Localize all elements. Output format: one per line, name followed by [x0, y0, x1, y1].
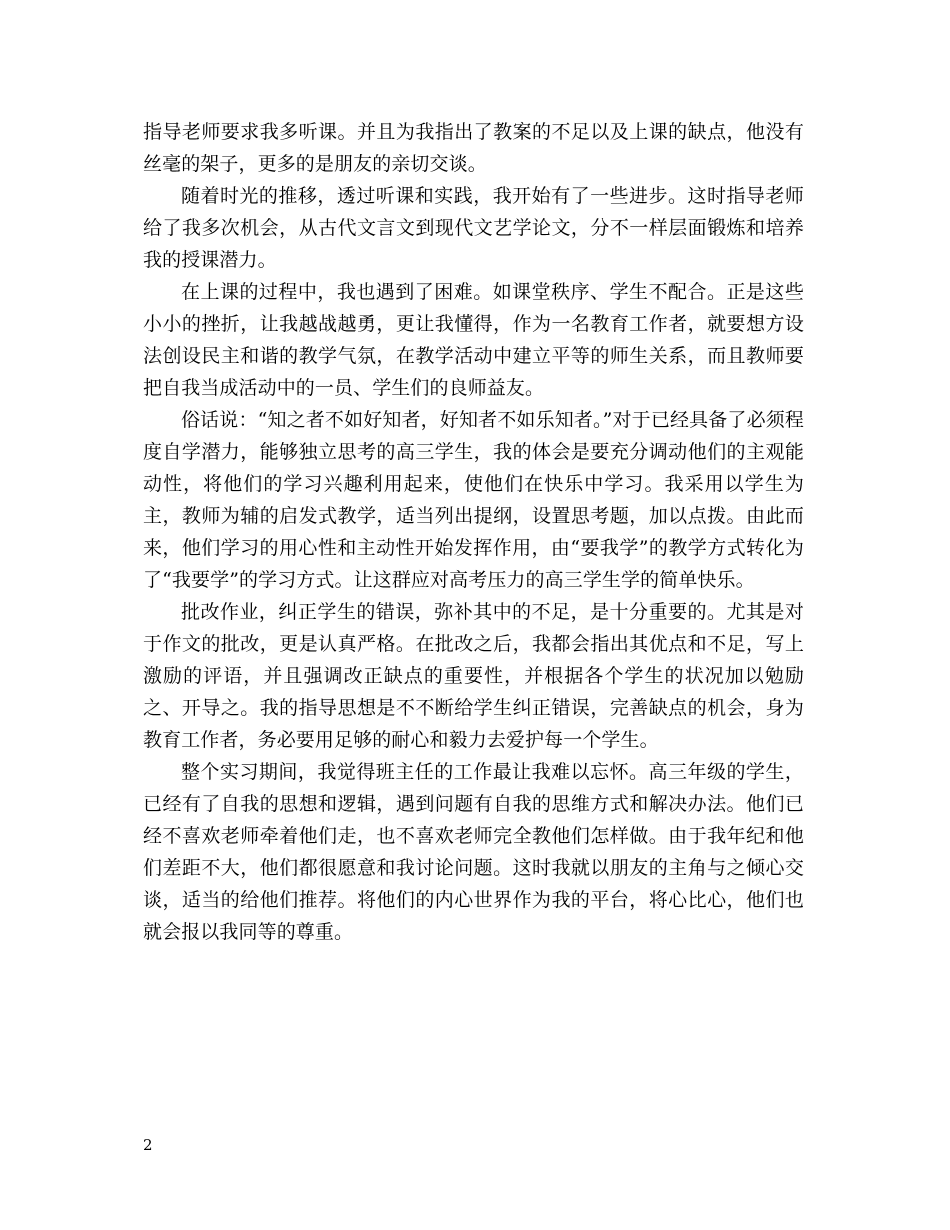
page-number: 2: [143, 1136, 153, 1154]
paragraph-6: 整个实习期间，我觉得班主任的工作最让我难以忘怀。高三年级的学生，已经有了自我的思想和逻辑，遇到问题有自我的思维方式和解决办法。他们已经不喜欢老师牵着他们走，也不喜欢老师完全教他们怎样做。由于我年纪和他们差距不大，他们都很愿意和我讨论问题。这时我就以朋友的主角与之倾心交谈，适当的给他们推荐。将他们的内心世界作为我的平台，将心比心，他们也就会报以我同等的尊重。: [143, 761, 804, 943]
paragraph-5: 批改作业，纠正学生的错误，弥补其中的不足，是十分重要的。尤其是对于作文的批改，更是认真严格。在批改之后，我都会指出其优点和不足，写上激励的评语，并且强调改正缺点的重要性，并根据各个学生的状况加以勉励之、开导之。我的指导思想是不不断给学生纠正错误，完善缺点的机会，身为教育工作者，务必要用足够的耐心和毅力去爱护每一个学生。: [143, 601, 804, 751]
paragraph-2: 随着时光的推移，透过听课和实践，我开始有了一些进步。这时指导老师给了我多次机会，从古代文言文到现代文艺学论文，分不一样层面锻炼和培养我的授课潜力。: [143, 185, 804, 271]
paragraph-3: 在上课的过程中，我也遇到了困难。如课堂秩序、学生不配合。正是这些小小的挫折，让我越战越勇，更让我懂得，作为一名教育工作者，就要想方设法创设民主和谐的教学气氛，在教学活动中建立平等的师生关系，而且教师要把自我当成活动中的一员、学生们的良师益友。: [143, 281, 804, 399]
paragraph-1: 指导老师要求我多听课。并且为我指出了教案的不足以及上课的缺点，他没有丝毫的架子，更多的是朋友的亲切交谈。: [143, 121, 804, 175]
body-text: [143, 116, 804, 948]
paragraph-4: 俗话说：“知之者不如好知者，好知者不如乐知者。”对于已经具备了必须程度自学潜力，能够独立思考的高三学生，我的体会是要充分调动他们的主观能动性，将他们的学习兴趣利用起来，使他们在快乐中学习。我采用以学生为主，教师为辅的启发式教学，适当列出提纲，设置思考题，加以点拨。由此而来，他们学习的用心性和主动性开始发挥作用，由“要我学”的教学方式转化为了“我要学”的学习方式。让这群应对高考压力的高三学生学的简单快乐。: [143, 409, 804, 591]
